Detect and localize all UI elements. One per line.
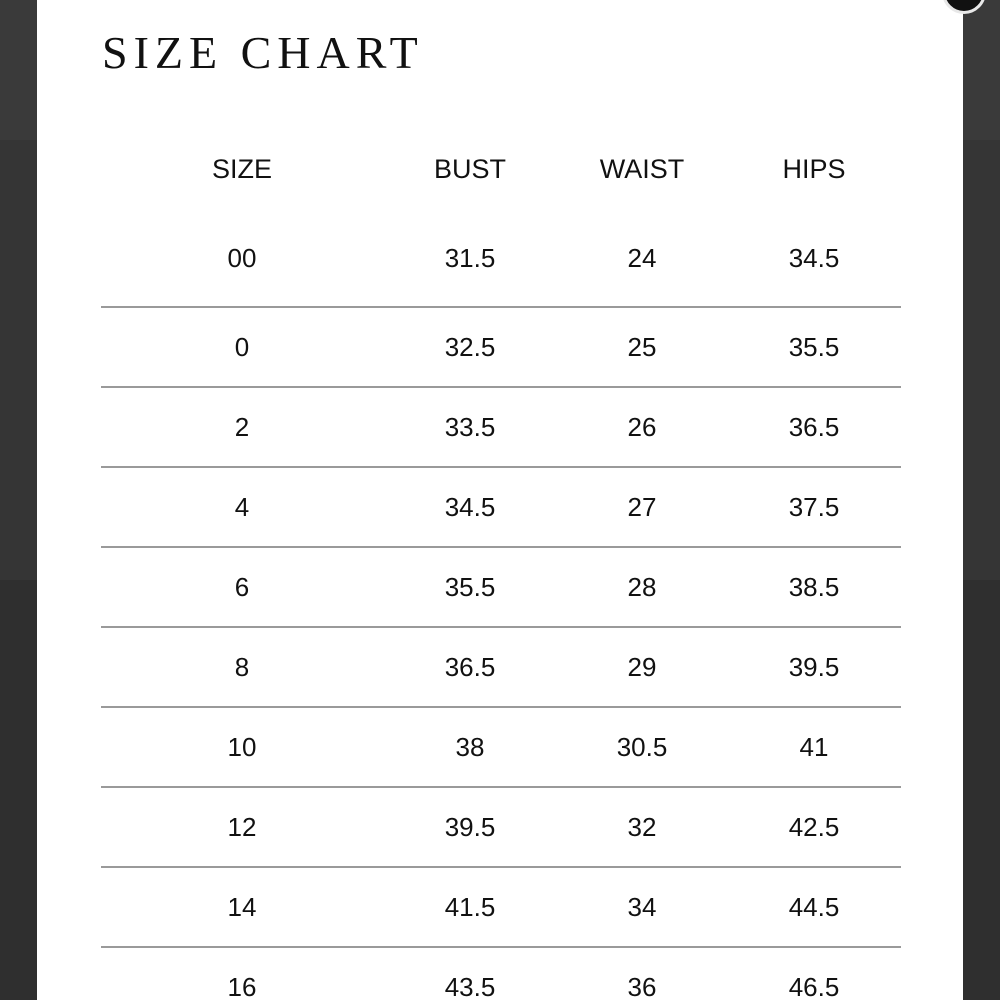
hips-cell: 38.5	[727, 547, 901, 627]
waist-cell: 36	[627, 971, 657, 1000]
waist-cell: 34	[557, 867, 727, 947]
hips-cell: 35.5	[727, 307, 901, 387]
waist-cell: 28	[557, 547, 727, 627]
table-row	[101, 787, 901, 867]
waist-cell: 29	[557, 627, 727, 707]
size-cell: 4	[101, 467, 383, 547]
table-row	[101, 947, 901, 1000]
column-header-hips: HIPS	[782, 153, 846, 184]
table-row	[101, 867, 901, 947]
bust-cell: 34.5	[383, 467, 557, 547]
size-cell: 14	[101, 867, 383, 947]
bust-cell: 32.5	[383, 307, 557, 387]
table-header-row	[101, 128, 901, 210]
hips-cell: 41	[727, 707, 901, 787]
hips-cell: 42.5	[727, 787, 901, 867]
hips-cell: 34.5	[727, 210, 901, 307]
bust-cell: 43.5	[444, 971, 496, 1000]
size-cell: 8	[101, 627, 383, 707]
size-cell: 00	[101, 210, 383, 307]
size-chart-table	[101, 128, 901, 1000]
size-cell: 16	[227, 971, 257, 1000]
hips-cell: 36.5	[727, 387, 901, 467]
column-header-bust: BUST	[433, 153, 506, 184]
waist-cell: 32	[557, 787, 727, 867]
size-cell: 12	[101, 787, 383, 867]
column-header-size: SIZE	[211, 153, 272, 184]
table-row	[101, 547, 901, 627]
bust-cell: 35.5	[383, 547, 557, 627]
waist-cell: 24	[557, 210, 727, 307]
size-cell: 2	[101, 387, 383, 467]
table-row	[101, 707, 901, 787]
table-row	[101, 210, 901, 307]
bust-cell: 36.5	[383, 627, 557, 707]
waist-cell: 27	[557, 467, 727, 547]
waist-cell: 26	[557, 387, 727, 467]
waist-cell: 30.5	[557, 707, 727, 787]
bust-cell: 38	[383, 707, 557, 787]
column-header-waist: WAIST	[599, 153, 685, 184]
modal-title: SIZE CHART	[102, 27, 424, 78]
size-cell: 0	[101, 307, 383, 387]
hips-cell: 39.5	[727, 627, 901, 707]
bust-cell: 33.5	[383, 387, 557, 467]
table-row	[101, 387, 901, 467]
hips-cell: 46.5	[788, 971, 840, 1000]
size-chart-modal	[37, 0, 963, 1000]
waist-cell: 25	[557, 307, 727, 387]
table-row	[101, 627, 901, 707]
table-row	[101, 307, 901, 387]
hips-cell: 37.5	[727, 467, 901, 547]
hips-cell: 44.5	[727, 867, 901, 947]
size-cell: 6	[101, 547, 383, 627]
bust-cell: 31.5	[383, 210, 557, 307]
bust-cell: 39.5	[383, 787, 557, 867]
table-row	[101, 467, 901, 547]
size-cell: 10	[101, 707, 383, 787]
bust-cell: 41.5	[383, 867, 557, 947]
